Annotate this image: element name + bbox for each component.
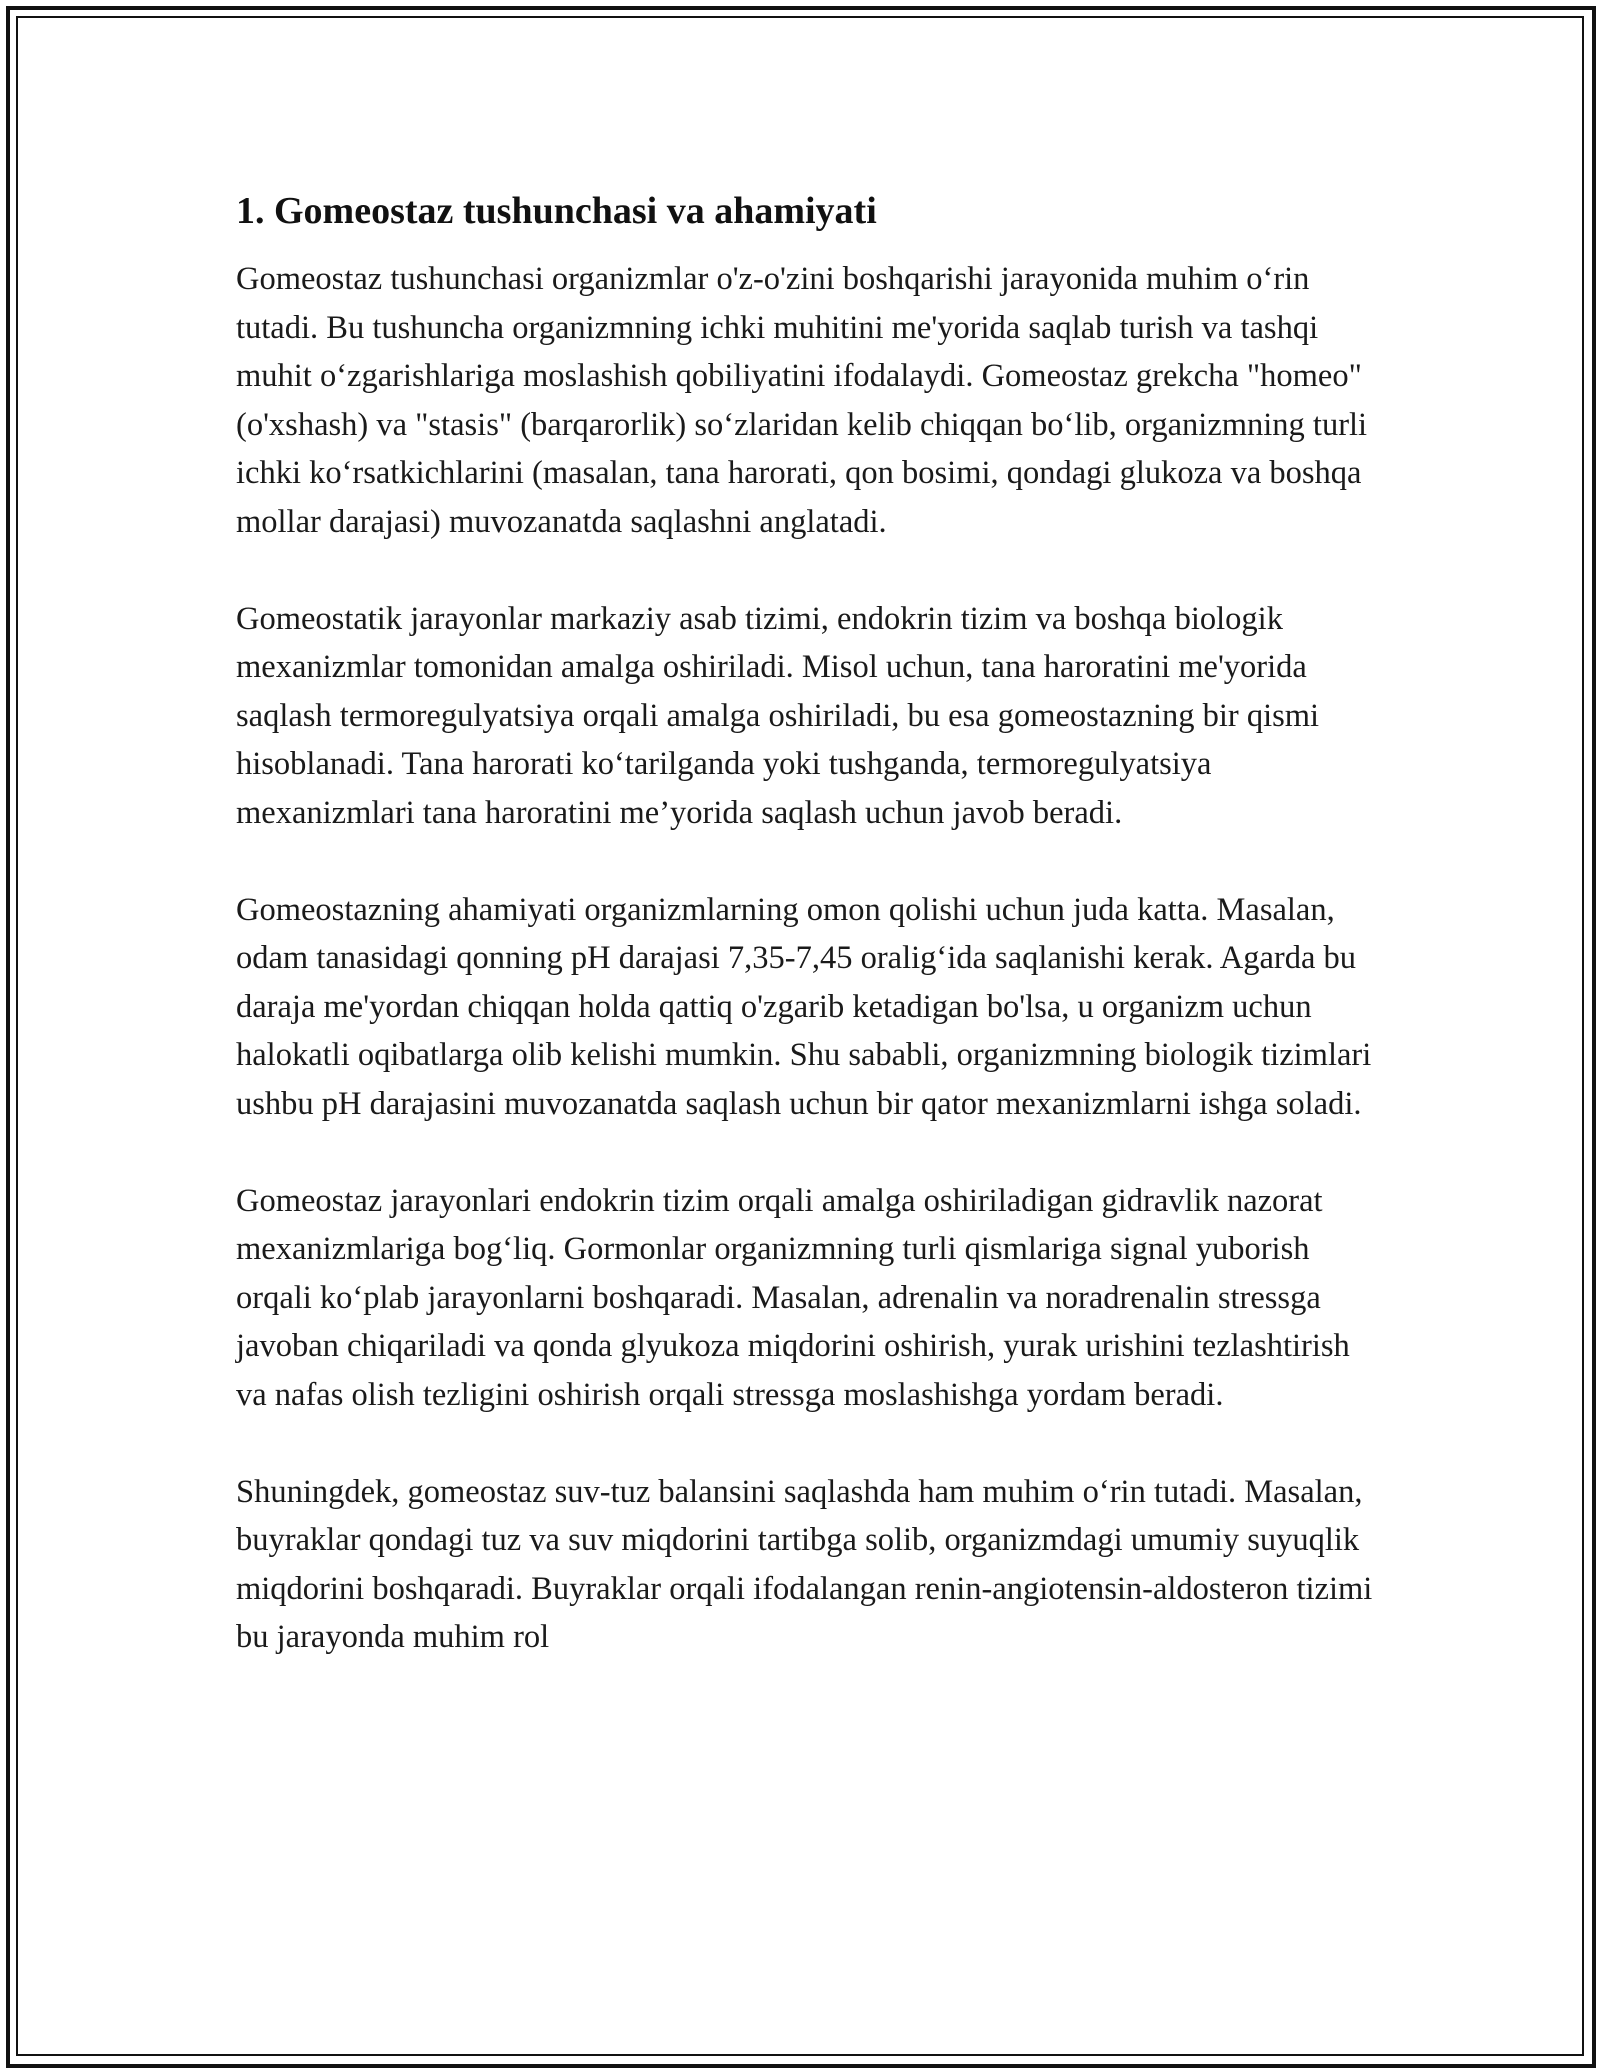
paragraph-2: Gomeostatik jarayonlar markaziy asab tizimi, endokrin tizim va boshqa biologik mexanizmlar tomonidan amalga oshiriladi. Misol uchun, tana haroratini me'yorida saqlash termoregulyatsiya orqali amalga oshiriladi, bu esa gomeostazning bir qismi hisoblanadi. Tana harorati ko‘tarilganda yoki tushganda, termoregulyatsiya mexanizmlari tana haroratini me’yorida saqlash uchun javob beradi.: [236, 600, 1320, 831]
paragraph-4: Gomeostaz jarayonlari endokrin tizim orqali amalga oshiriladigan gidravlik nazorat mexanizmlariga bog‘liq. Gormonlar organizmning turli qismlariga signal yuborish orqali ko‘plab jarayonlarni boshqaradi. Masalan, adrenalin va noradrenalin stressga javoban chiqariladi va qonda glyukoza miqdorini oshirish, yurak urishini tezlashtirish va nafas olish tezligini oshirish orqali stressga moslashishga yordam beradi.: [236, 1182, 1350, 1413]
section-heading: 1. Gomeostaz tushunchasi va ahamiyati: [236, 190, 877, 232]
document-body: [236, 185, 1386, 1710]
paragraph-5: Shuningdek, gomeostaz suv-tuz balansini saqlashda ham muhim o‘rin tutadi. Masalan, buyraklar qondagi tuz va suv miqdorini tartibga solib, organizmdagi umumiy suyuqlik miqdorini boshqaradi. Buyraklar orqali ifodalangan renin-angiotensin-aldosteron tizimi bu jarayonda muhim rol: [236, 1473, 1373, 1655]
paragraph-3: Gomeostazning ahamiyati organizmlarning omon qolishi uchun juda katta. Masalan, odam tanasidagi qonning pH darajasi 7,35-7,45 oralig‘ida saqlanishi kerak. Agarda bu daraja me'yordan chiqqan holda qattiq o'zgarib ketadigan bo'lsa, u organizm uchun halokatli oqibatlarga olib kelishi mumkin. Shu sababli, organizmning biologik tizimlari ushbu pH darajasini muvozanatda saqlash uchun bir qator mexanizmlarni ishga soladi.: [236, 891, 1372, 1122]
paragraph-1: Gomeostaz tushunchasi organizmlar o'z-o'zini boshqarishi jarayonida muhim o‘rin tutadi. Bu tushuncha organizmning ichki muhitini me'yorida saqlab turish va tashqi muhit o‘zgarishlariga moslashish qobiliyatini ifodalaydi. Gomeostaz grekcha "homeo" (o'xshash) va "stasis" (barqarorlik) so‘zlaridan kelib chiqqan bo‘lib, organizmning turli ichki ko‘rsatkichlarini (masalan, tana harorati, qon bosimi, qondagi glukoza va boshqa mollar darajasi) muvozanatda saqlashni anglatadi.: [236, 261, 1368, 540]
